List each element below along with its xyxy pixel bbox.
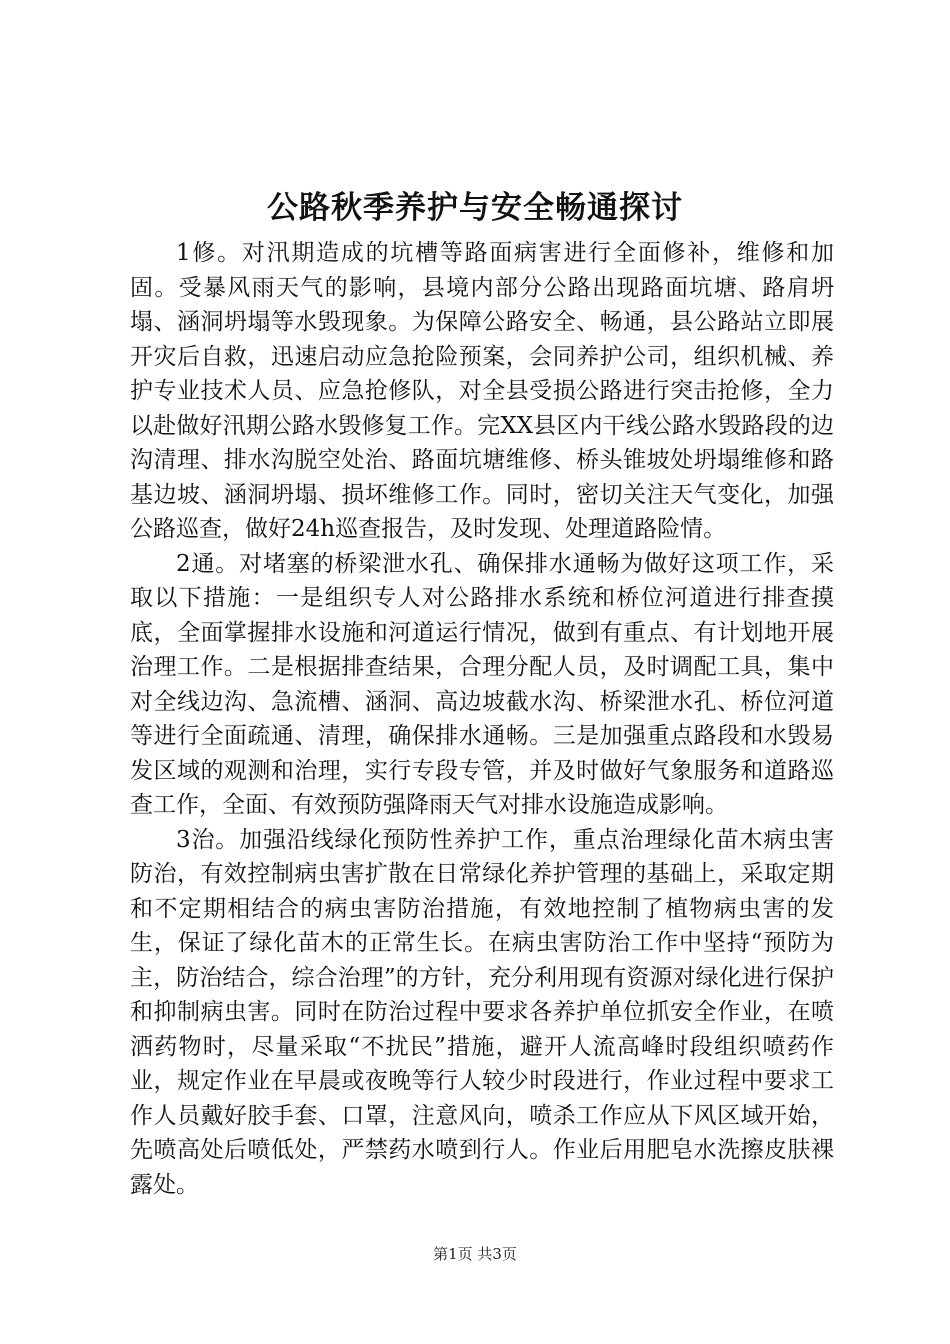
paragraph-drainage: 2通。对堵塞的桥梁泄水孔、确保排水通畅为做好这项工作，采取以下措施：一是组织专人对公路排水系统和桥位河道进行排查摸底，全面掌握排水设施和河道运行情况，做到有重点、有计划地开展治理工作。二是根据排查结果，合理分配人员，及时调配工具，集中对全线边沟、急流槽、涵洞、高边坡截水沟、桥梁泄水孔、桥位河道等进行全面疏通、清理，确保排水通畅。三是加强重点路段和水毁易发区域的观测和治理，实行专段专管，并及时做好气象服务和道路巡查工作，全面、有效预防强降雨天气对排水设施造成影响。 (130, 550, 834, 818)
paragraph-pest-control: 3治。加强沿线绿化预防性养护工作，重点治理绿化苗木病虫害防治，有效控制病虫害扩散在日常绿化养护管理的基础上，采取定期和不定期相结合的病虫害防治措施，有效地控制了植物病虫害的发生，保证了绿化苗木的正常生长。在病虫害防治工作中坚持“预防为主，防治结合，综合治理”的方针，充分利用现有资源对绿化进行保护和抑制病虫害。同时在防治过程中要求各养护单位抓安全作业，在喷洒药物时，尽量采取“不扰民”措施，避开人流高峰时段组织喷药作业，规定作业在早晨或夜晚等行人较少时段进行，作业过程中要求工作人员戴好胶手套、口罩，注意风向，喷杀工作应从下风区域开始，先喷高处后喷低处，严禁药水喷到行人。作业后用肥皂水洗擦皮肤裸露处。 (130, 826, 834, 1198)
page-footer: 第1页 共3页 (433, 1245, 517, 1263)
page-title: 公路秋季养护与安全畅通探讨 (267, 190, 683, 226)
document-body (130, 236, 834, 1202)
paragraph-repair: 1修。对汛期造成的坑槽等路面病害进行全面修补，维修和加固。受暴风雨天气的影响，县境内部分公路出现路面坑塘、路肩坍塌、涵洞坍塌等水毁现象。为保障公路安全、畅通，县公路站立即展开灾后自救，迅速启动应急抢险预案，会同养护公司，组织机械、养护专业技术人员、应急抢修队，对全县受损公路进行突击抢修，全力以赴做好汛期公路水毁修复工作。完XX县区内干线公路水毁路段的边沟清理、排水沟脱空处治、路面坑塘维修、桥头锥坡处坍塌维修和路基边坡、涵洞坍塌、损坏维修工作。同时，密切关注天气变化，加强公路巡查，做好24h巡查报告，及时发现、处理道路险情。 (130, 240, 834, 542)
